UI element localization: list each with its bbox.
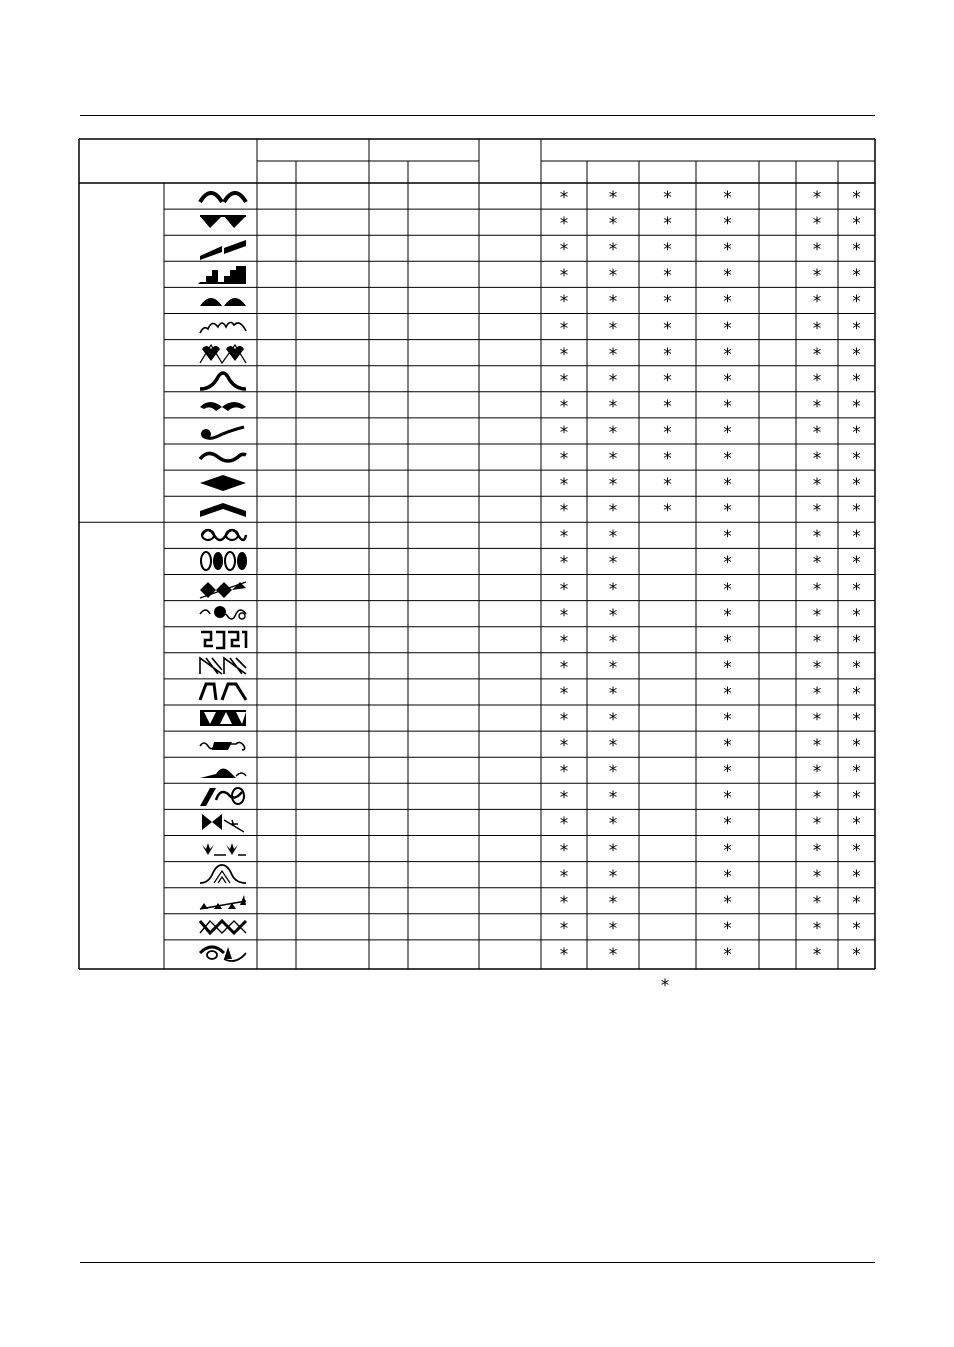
- asterisk-mark: *: [559, 631, 569, 652]
- asterisk-mark: *: [812, 657, 822, 678]
- asterisk-mark: *: [812, 866, 822, 887]
- asterisk-mark: *: [723, 396, 732, 417]
- asterisk-mark: *: [812, 501, 822, 522]
- asterisk-mark: *: [559, 527, 569, 548]
- asterisk-mark: *: [608, 840, 618, 861]
- asterisk-mark: *: [608, 318, 618, 339]
- stepped-zigzag-pattern-icon: [198, 262, 250, 286]
- inverted-scallop-pattern-icon: [198, 210, 250, 234]
- asterisk-mark: *: [608, 710, 618, 731]
- asterisk-mark: *: [608, 736, 618, 757]
- asterisk-mark: *: [812, 475, 822, 496]
- asterisk-mark: *: [852, 240, 861, 261]
- swoosh-pattern-icon: [198, 419, 250, 443]
- asterisk-mark: *: [663, 501, 672, 522]
- asterisk-mark: *: [723, 866, 732, 887]
- asterisk-mark: *: [663, 240, 672, 261]
- asterisk-mark: *: [608, 631, 618, 652]
- asterisk-mark: *: [723, 214, 732, 235]
- asterisk-mark: *: [608, 240, 618, 261]
- asterisk-mark: *: [852, 527, 861, 548]
- asterisk-mark: *: [852, 396, 861, 417]
- asterisk-mark: *: [723, 292, 732, 313]
- asterisk-mark: *: [723, 736, 732, 757]
- asterisk-mark: *: [608, 475, 618, 496]
- asterisk-mark: *: [812, 449, 822, 470]
- asterisk-mark: *: [559, 866, 569, 887]
- flower-vine-pattern-icon: [198, 602, 250, 626]
- asterisk-mark: *: [812, 944, 822, 965]
- tulip-pattern-icon: [198, 837, 250, 861]
- asterisk-mark: *: [663, 344, 672, 365]
- wave-pattern-icon: [198, 445, 250, 469]
- asterisk-mark: *: [559, 396, 569, 417]
- asterisk-mark: *: [559, 214, 569, 235]
- grass-stroke-pattern-icon: [198, 654, 250, 678]
- asterisk-mark: *: [723, 422, 732, 443]
- asterisk-mark: *: [723, 683, 732, 704]
- asterisk-mark: *: [723, 266, 732, 287]
- asterisk-mark: *: [812, 710, 822, 731]
- asterisk-mark: *: [608, 266, 618, 287]
- wing-pattern-icon: [198, 393, 250, 417]
- asterisk-mark: *: [559, 788, 569, 809]
- asterisk-mark: *: [723, 344, 732, 365]
- asterisk-mark: *: [852, 788, 861, 809]
- asterisk-mark: *: [723, 788, 732, 809]
- bell-drop-pattern-icon: [198, 863, 250, 887]
- asterisk-mark: *: [559, 814, 569, 835]
- asterisk-mark: *: [608, 866, 618, 887]
- asterisk-mark: *: [852, 475, 861, 496]
- asterisk-mark: *: [559, 710, 569, 731]
- asterisk-mark: *: [812, 318, 822, 339]
- asterisk-mark: *: [723, 605, 732, 626]
- zigzag-fan-pattern-icon: [198, 915, 250, 939]
- asterisk-mark: *: [723, 449, 732, 470]
- asterisk-mark: *: [608, 944, 618, 965]
- asterisk-mark: *: [852, 657, 861, 678]
- asterisk-mark: *: [559, 422, 569, 443]
- asterisk-mark: *: [663, 475, 672, 496]
- asterisk-mark: *: [608, 892, 618, 913]
- asterisk-mark: *: [559, 318, 569, 339]
- greek-key-pattern-icon: [198, 628, 250, 652]
- asterisk-mark: *: [852, 762, 861, 783]
- asterisk-mark: *: [812, 579, 822, 600]
- asterisk-mark: *: [559, 553, 569, 574]
- asterisk-mark: *: [608, 396, 618, 417]
- asterisk-mark: *: [663, 214, 672, 235]
- asterisk-mark: *: [723, 318, 732, 339]
- asterisk-mark: *: [812, 736, 822, 757]
- asterisk-mark: *: [723, 944, 732, 965]
- asterisk-mark: *: [608, 449, 618, 470]
- asterisk-mark: *: [723, 527, 732, 548]
- asterisk-mark: *: [812, 240, 822, 261]
- heart-pattern-icon: [198, 341, 250, 365]
- asterisk-mark: *: [723, 188, 732, 209]
- asterisk-mark: *: [723, 553, 732, 574]
- asterisk-mark: *: [559, 579, 569, 600]
- asterisk-mark: *: [559, 188, 569, 209]
- asterisk-mark: *: [608, 292, 618, 313]
- asterisk-mark: *: [608, 762, 618, 783]
- asterisk-mark: *: [559, 840, 569, 861]
- asterisk-mark: *: [559, 266, 569, 287]
- asterisk-mark: *: [663, 396, 672, 417]
- asterisk-mark: *: [608, 188, 618, 209]
- asterisk-mark: *: [723, 918, 732, 939]
- asterisk-mark: *: [559, 240, 569, 261]
- asterisk-mark: *: [852, 214, 861, 235]
- asterisk-mark: *: [812, 188, 822, 209]
- bottom-rule: [80, 1262, 875, 1263]
- leaf-row-pattern-icon: [198, 549, 250, 573]
- asterisk-mark: *: [559, 892, 569, 913]
- asterisk-mark: *: [812, 292, 822, 313]
- asterisk-mark: *: [812, 396, 822, 417]
- slanted-bars-pattern-icon: [198, 236, 250, 260]
- asterisk-mark: *: [852, 605, 861, 626]
- loop-slash-pattern-icon: [198, 784, 250, 808]
- asterisk-mark: *: [559, 657, 569, 678]
- asterisk-mark: *: [812, 814, 822, 835]
- asterisk-mark: *: [852, 188, 861, 209]
- asterisk-mark: *: [852, 318, 861, 339]
- asterisk-mark: *: [723, 657, 732, 678]
- asterisk-mark: *: [852, 840, 861, 861]
- asterisk-mark: *: [663, 370, 672, 391]
- asterisk-mark: *: [608, 527, 618, 548]
- asterisk-mark: *: [723, 370, 732, 391]
- asterisk-mark: *: [812, 214, 822, 235]
- asterisk-mark: *: [559, 683, 569, 704]
- asterisk-mark: *: [812, 631, 822, 652]
- asterisk-mark: *: [663, 188, 672, 209]
- asterisk-mark: *: [852, 631, 861, 652]
- asterisk-mark: *: [812, 762, 822, 783]
- asterisk-mark: *: [852, 918, 861, 939]
- asterisk-mark: *: [723, 579, 732, 600]
- asterisk-mark: *: [608, 657, 618, 678]
- double-arch-pattern-icon: [198, 184, 250, 208]
- asterisk-mark: *: [852, 501, 861, 522]
- asterisk-mark: *: [812, 892, 822, 913]
- asterisk-mark: *: [852, 553, 861, 574]
- asterisk-mark: *: [723, 892, 732, 913]
- asterisk-mark: *: [608, 553, 618, 574]
- asterisk-mark: *: [852, 814, 861, 835]
- asterisk-mark: *: [812, 422, 822, 443]
- asterisk-mark: *: [852, 266, 861, 287]
- asterisk-mark: *: [608, 344, 618, 365]
- bell-curve-pattern-icon: [198, 367, 250, 391]
- asterisk-mark: *: [608, 579, 618, 600]
- asterisk-mark: *: [663, 292, 672, 313]
- asterisk-mark: *: [852, 344, 861, 365]
- asterisk-mark: *: [723, 814, 732, 835]
- asterisk-mark: *: [852, 292, 861, 313]
- asterisk-mark: *: [723, 475, 732, 496]
- diamond-pattern-icon: [198, 471, 250, 495]
- cloud-outline-pattern-icon: [198, 315, 250, 339]
- trapezoid-pattern-icon: [198, 680, 250, 704]
- asterisk-mark: *: [559, 918, 569, 939]
- asterisk-mark: *: [812, 605, 822, 626]
- asterisk-mark: *: [723, 762, 732, 783]
- asterisk-mark: *: [608, 214, 618, 235]
- asterisk-mark: *: [608, 918, 618, 939]
- asterisk-mark: *: [559, 762, 569, 783]
- bow-star-pattern-icon: [198, 810, 250, 834]
- eye-flower-pattern-icon: [198, 941, 250, 965]
- asterisk-mark: *: [608, 683, 618, 704]
- asterisk-mark: *: [608, 501, 618, 522]
- asterisk-mark: *: [608, 814, 618, 835]
- bird-pattern-icon: [198, 758, 250, 782]
- asterisk-mark: *: [812, 788, 822, 809]
- asterisk-mark: *: [559, 944, 569, 965]
- asterisk-mark: *: [663, 422, 672, 443]
- asterisk-mark: *: [608, 605, 618, 626]
- chain-loop-pattern-icon: [198, 523, 250, 547]
- asterisk-mark: *: [663, 266, 672, 287]
- asterisk-mark: *: [812, 840, 822, 861]
- house-tree-pattern-icon: [198, 889, 250, 913]
- asterisk-mark: *: [852, 683, 861, 704]
- asterisk-mark: *: [723, 710, 732, 731]
- asterisk-mark: *: [559, 292, 569, 313]
- asterisk-mark: *: [608, 370, 618, 391]
- asterisk-mark: *: [608, 788, 618, 809]
- asterisk-mark: *: [812, 344, 822, 365]
- asterisk-mark: *: [559, 475, 569, 496]
- checker-diamond-pattern-icon: [198, 576, 250, 600]
- asterisk-mark: *: [559, 736, 569, 757]
- asterisk-mark: *: [663, 449, 672, 470]
- asterisk-mark: *: [723, 240, 732, 261]
- asterisk-mark: *: [852, 710, 861, 731]
- asterisk-mark: *: [559, 370, 569, 391]
- asterisk-mark: *: [852, 449, 861, 470]
- asterisk-mark: *: [608, 422, 618, 443]
- chevron-band-pattern-icon: [198, 497, 250, 521]
- asterisk-mark: *: [852, 579, 861, 600]
- asterisk-mark: *: [559, 605, 569, 626]
- asterisk-mark: *: [559, 449, 569, 470]
- triangle-row-pattern-icon: [198, 706, 250, 730]
- asterisk-mark: *: [812, 266, 822, 287]
- asterisk-mark: *: [723, 840, 732, 861]
- asterisk-mark: *: [812, 527, 822, 548]
- legend-star-symbol: *: [660, 976, 670, 996]
- asterisk-mark: *: [852, 944, 861, 965]
- asterisk-mark: *: [812, 918, 822, 939]
- asterisk-mark: *: [812, 553, 822, 574]
- asterisk-mark: *: [852, 736, 861, 757]
- scroll-ribbon-pattern-icon: [198, 732, 250, 756]
- asterisk-mark: *: [852, 866, 861, 887]
- filled-arch-pattern-icon: [198, 288, 250, 312]
- asterisk-mark: *: [559, 344, 569, 365]
- asterisk-mark: *: [852, 892, 861, 913]
- asterisk-mark: *: [852, 370, 861, 391]
- asterisk-mark: *: [559, 501, 569, 522]
- asterisk-mark: *: [663, 318, 672, 339]
- asterisk-mark: *: [812, 683, 822, 704]
- asterisk-mark: *: [812, 370, 822, 391]
- asterisk-mark: *: [723, 501, 732, 522]
- asterisk-mark: *: [852, 422, 861, 443]
- asterisk-mark: *: [723, 631, 732, 652]
